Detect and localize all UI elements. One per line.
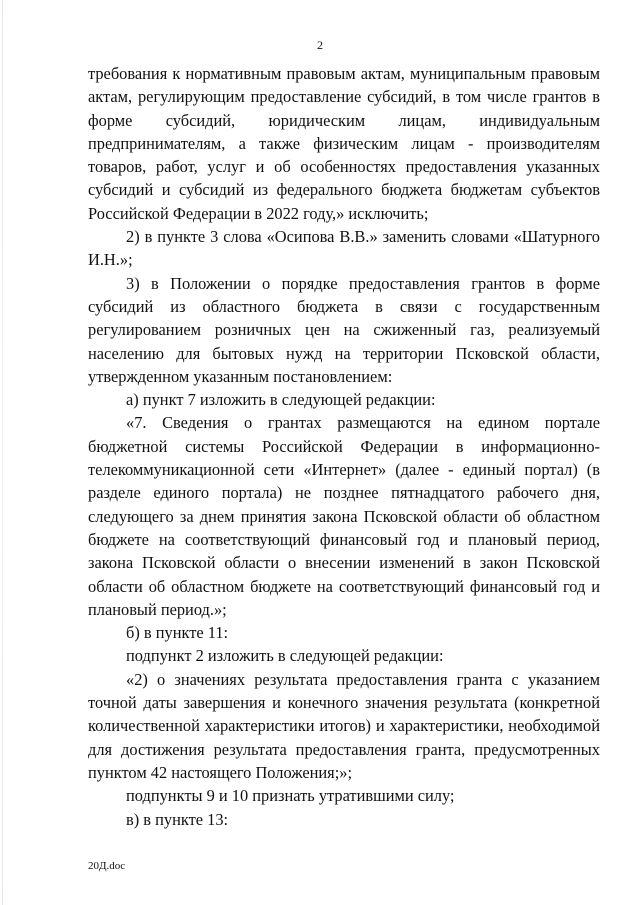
paragraph-subitem-v: в) в пункте 13:	[126, 809, 229, 829]
document-body	[88, 62, 600, 831]
paragraph-continuation: требования к нормативным правовым актам, муниципальным правовым актам, регулирующим предоставление субсидий, в том числе грантов в форме субсидий, юридическим лицам, индивидуальным предпринимателям, а также физическим лицам - производителям товаров, работ, услуг и об особенностях предоставления указанных субсидий и субсидий из федерального бюджета бюджетам субъектов Российской Федерации в 2022 году,» исключить;	[88, 64, 600, 223]
page-number: 2	[317, 38, 323, 52]
paragraph-item-3: 3) в Положении о порядке предоставления грантов в форме субсидий из областного бюджета в связи с государственным регулированием розничных цен на сжиженный газ, реализуемый населению для бытовых нужд на территории Псковской области, утвержденном указанным постановлением:	[88, 273, 600, 386]
paragraph-subpoint-2-intro: подпункт 2 изложить в следующей редакции:	[126, 646, 444, 666]
paragraph-subitem-b: б) в пункте 11:	[126, 623, 229, 643]
paragraph-quote-2: «2) о значениях результата предоставления гранта с указанием точной даты завершения и конечного значения результата (конкретной количественной характеристики итогов) и характеристики, необходимой для достижения результата предоставления гранта, предусмотренных пунктом 42 настоящего Положения;»;	[88, 669, 600, 782]
paragraph-subitem-a: а) пункт 7 изложить в следующей редакции:	[126, 390, 436, 410]
paragraph-subpoints-9-10: подпункты 9 и 10 признать утратившими силу;	[126, 786, 455, 806]
scan-edge	[2, 0, 3, 905]
paragraph-item-2: 2) в пункте 3 слова «Осипова В.В.» заменить словами «Шатурного И.Н.»;	[88, 227, 600, 270]
footer-filename: 20Д.doc	[88, 860, 126, 872]
paragraph-quote-7: «7. Сведения о грантах размещаются на едином портале бюджетной системы Российской Федерации в информационно-телекоммуникационной сети «Интернет» (далее - единый портал) (в разделе единого портала) не позднее пятнадцатого рабочего дня, следующего за днем принятия закона Псковской области об областном бюджете на соответствующий финансовый год и плановый период, закона Псковской области о внесении изменений в закон Псковской области об областном бюджете на соответствующий финансовый год и плановый период.»;	[88, 413, 600, 619]
